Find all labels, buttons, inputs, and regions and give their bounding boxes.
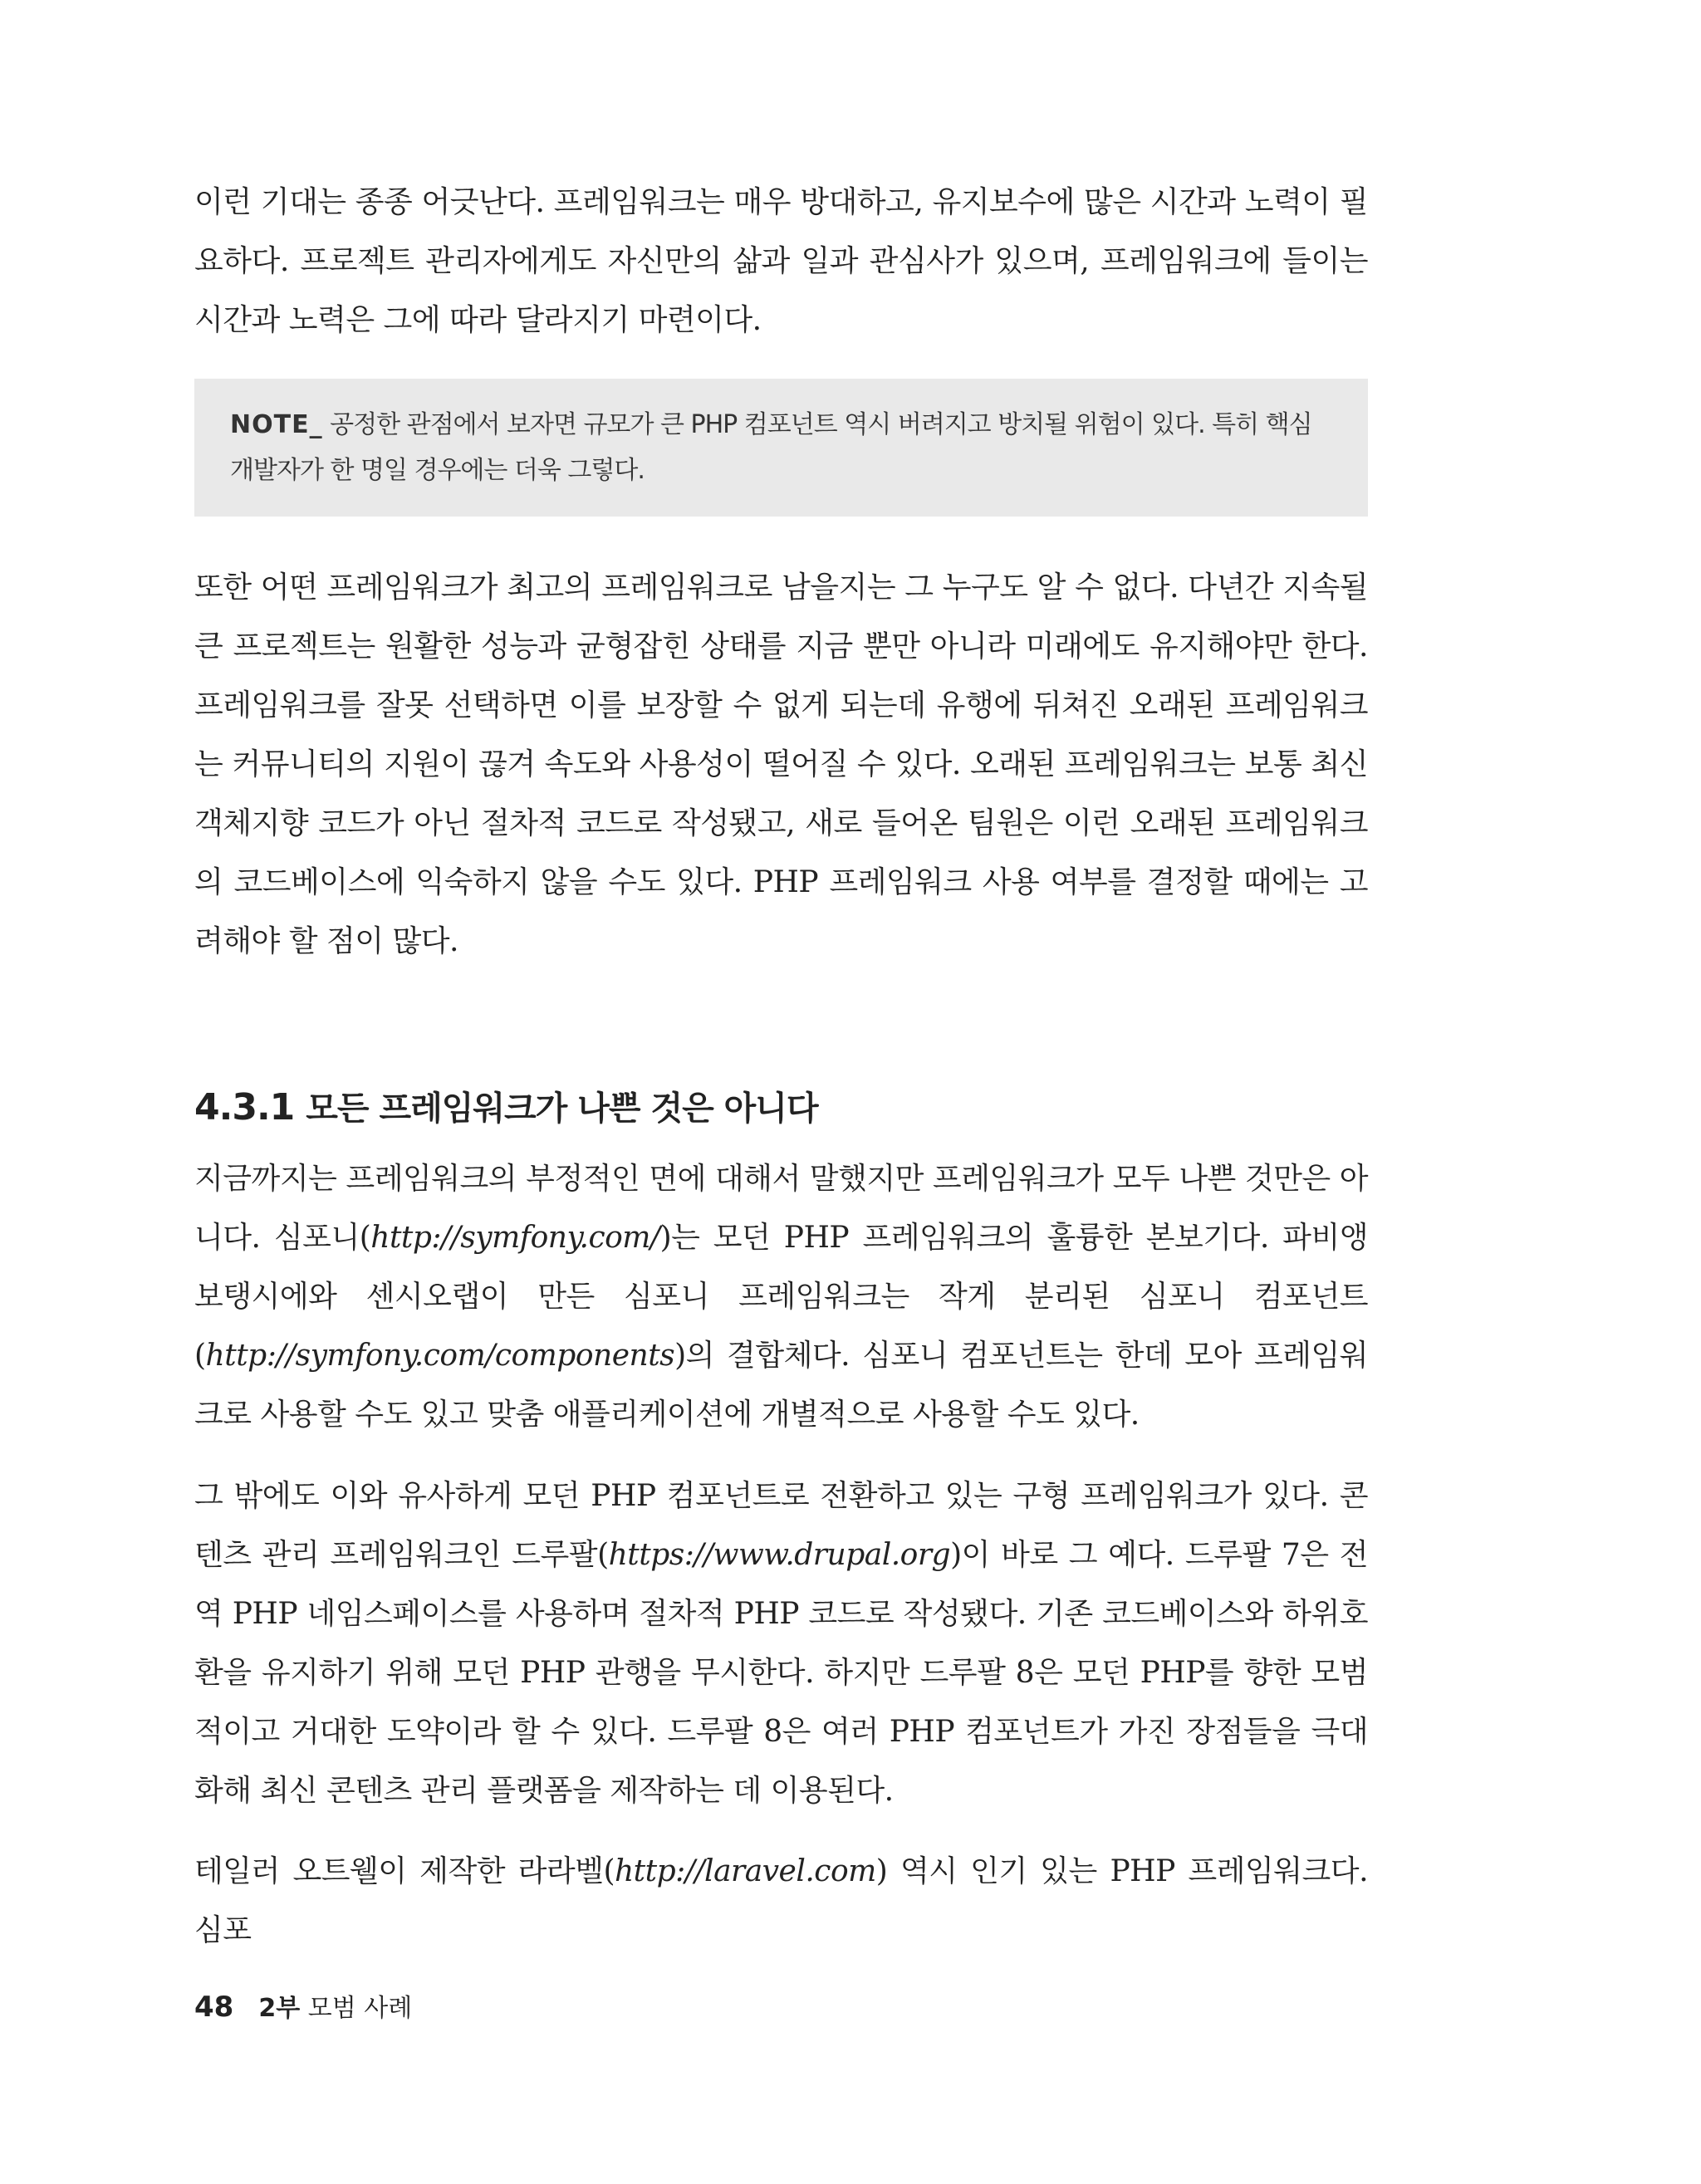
url-symfony-components: http://symfony.com/components	[205, 1339, 675, 1373]
body-paragraph-4	[194, 1467, 1368, 1820]
body-paragraph-3	[194, 1149, 1368, 1444]
body-paragraph-5	[194, 1842, 1368, 1960]
section-heading	[194, 1083, 818, 1134]
section-title: 모든 프레임워크가 나쁜 것은 아니다	[306, 1090, 818, 1128]
paragraph-text: )의 결합체다. 심포니 컴포넌트는 한데 모아 프레임워크로 사용할 수도 있고 맞춤 애플리케이션에 개별적으로 사용할 수도 있다.	[194, 1339, 1368, 1432]
url-symfony: http://symfony.com/	[370, 1221, 660, 1255]
part-title: 모범 사례	[300, 1994, 413, 2023]
page-footer	[194, 1986, 412, 2030]
note-text: 공정한 관점에서 보자면 규모가 큰 PHP 컴포넌트 역시 버려지고 방치될 위험이 있다. 특히 핵심 개발자가 한 명일 경우에는 더욱 그렇다.	[230, 410, 1312, 485]
body-paragraph-1: 이런 기대는 종종 어긋난다. 프레임워크는 매우 방대하고, 유지보수에 많은 시간과 노력이 필요하다. 프로젝트 관리자에게도 자신만의 삶과 일과 관심사가 있으며, 프레임워크에 들이는 시간과 노력은 그에 따라 달라지기 마련이다.	[194, 185, 1368, 337]
paragraph-text: 그 밖에도 이와 유사하게 모던 PHP 컴포넌트로 전환하고 있는 구형 프레임워크가 있다. 콘텐츠 관리 프레임워크인 드루팔(	[194, 1479, 1368, 1572]
url-laravel: http://laravel.com	[615, 1854, 876, 1888]
paragraph-text: )이 바로 그 예다. 드루팔 7은 전역 PHP 네임스페이스를 사용하며 절차적 PHP 코드로 작성됐다. 기존 코드베이스와 하위호환을 유지하기 위해 모던 PHP 관행을 무시한다. 하지만 드루팔 8은 모던 PHP를 향한 모범적이고 거대한 도약이라 할 수 있다. 드루팔 8은 여러 PHP 컴포넌트가 가진 장점들을 극대화해 최신 콘텐츠 관리 플랫폼을 제작하는 데 이용된다.	[194, 1538, 1369, 1808]
paragraph-text: )는 모던 PHP 프레임워크의 훌륭한 본보기다. 파비앵 보탱시에와 센시오랩이 만든 심포니 프레임워크는 작게 분리된 심포니 컴포넌트(	[194, 1221, 1369, 1373]
paragraph-text: ) 역시 인기 있는 PHP 프레임워크다. 심포	[194, 1854, 1369, 1947]
note-label: NOTE_	[230, 410, 323, 439]
note-box	[194, 379, 1368, 517]
page-number: 48	[194, 1991, 234, 2024]
paragraph-text: 지금까지는 프레임워크의 부정적인 면에 대해서 말했지만 프레임워크가 모두 나쁜 것만은 아니다. 심포니(	[194, 1162, 1368, 1255]
body-paragraph-2: 또한 어떤 프레임워크가 최고의 프레임워크로 남을지는 그 누구도 알 수 없다. 다년간 지속될 큰 프로젝트는 원활한 성능과 균형잡힌 상태를 지금 뿐만 아니라 미래에도 유지해야만 한다. 프레임워크를 잘못 선택하면 이를 보장할 수 없게 되는데 유행에 뒤쳐진 오래된 프레임워크는 커뮤니티의 지원이 끊겨 속도와 사용성이 떨어질 수 있다. 오래된 프레임워크는 보통 최신 객체지향 코드가 아닌 절차적 코드로 작성됐고, 새로 들어온 팀원은 이런 오래된 프레임워크의 코드베이스에 익숙하지 않을 수도 있다. PHP 프레임워크 사용 여부를 결정할 때에는 고려해야 할 점이 많다.	[194, 570, 1368, 958]
url-drupal: https://www.drupal.org	[608, 1538, 951, 1572]
paragraph-text: 테일러 오트웰이 제작한 라라벨(	[194, 1854, 615, 1888]
section-number: 4.3.1	[194, 1086, 295, 1129]
part-label: 2부	[258, 1994, 301, 2023]
